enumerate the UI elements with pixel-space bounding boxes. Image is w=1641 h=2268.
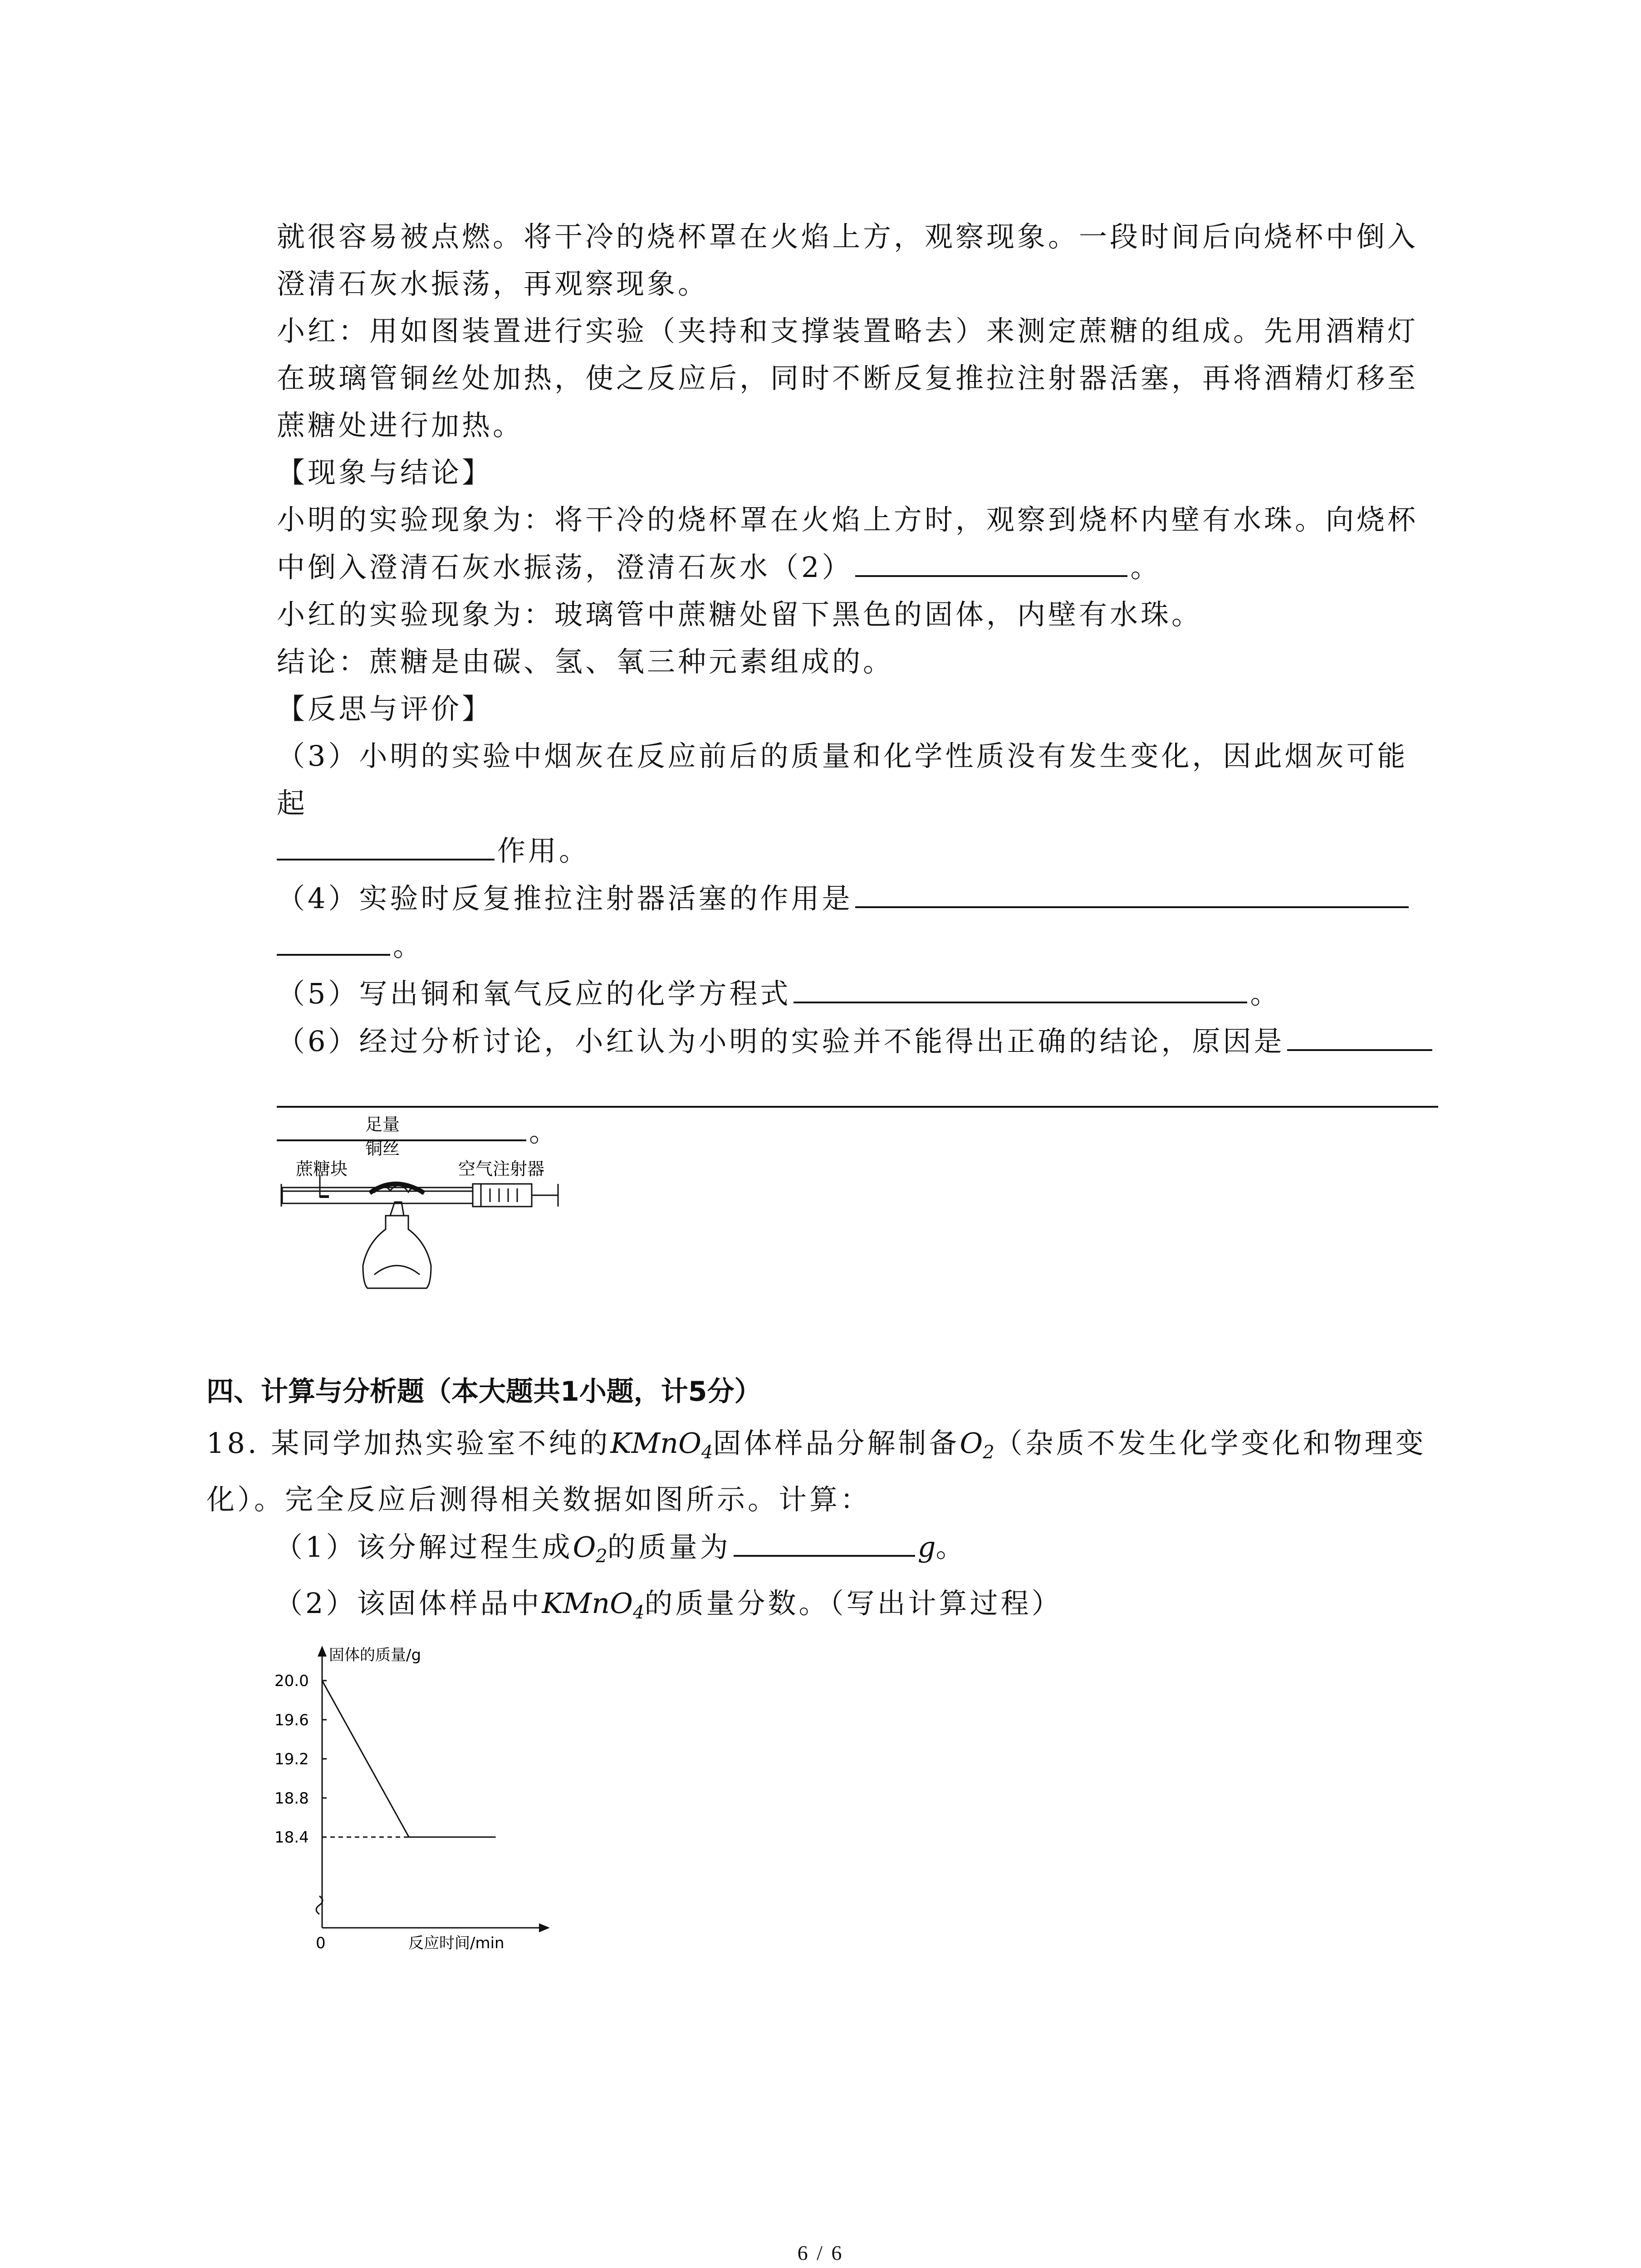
section-4-title: 四、计算与分析题（本大题共1小题，计5分） [206, 1376, 762, 1408]
question-5: （5）写出铜和氧气反应的化学方程式 。 [277, 970, 1438, 1017]
question-3: （3）小明的实验中烟灰在反应前后的质量和化学性质没有发生变化，因此烟灰可能起 作用。 [277, 739, 1408, 867]
question-18-part-2: （2）该固体样品中KMnO$_4$的质量分数。（写出计算过程） [274, 1587, 1063, 1623]
y-tick-label: 18.8 [274, 1789, 309, 1808]
question-4: （4）实验时反复推拉注射器活塞的作用是 。 [277, 875, 1438, 970]
answer-blank-4b[interactable] [277, 922, 390, 956]
y-axis-arrow [318, 1646, 327, 1657]
question-18-stem: 18. 某同学加热实验室不纯的KMnO$_4$固体样品分解制备$O_2$（杂质不发生化学变化和物理变化）。完全反应后测得相关数据如图所示。计算： [206, 1427, 1426, 1516]
y-tick-label: 19.6 [274, 1711, 309, 1730]
y-tick-label: 18.4 [274, 1828, 309, 1847]
origin-label: 0 [316, 1934, 326, 1950]
heading-observation: 【现象与结论】 [277, 456, 493, 489]
question-18-part-1: （1）该分解过程生成$O_2$的质量为 g。 [206, 1523, 1440, 1580]
answer-blank-2[interactable] [855, 543, 1127, 577]
page-number: 6 / 6 [797, 2241, 844, 2264]
label-syringe: 空气注射器 [458, 1159, 545, 1179]
answer-blank-5[interactable] [794, 970, 1247, 1003]
label-copper-1: 足量 [365, 1114, 400, 1134]
y-axis-label: 固体的质量/g [329, 1646, 421, 1664]
paragraph-xiaoming-observation: 小明的实验现象为：将干冷的烧杯罩在火焰上方时，观察到烧杯内壁有水珠。向烧杯中倒入澄清石灰水振荡，澄清石灰水（2） 。 [277, 503, 1419, 584]
label-copper-2: 铜丝 [365, 1139, 400, 1158]
apparatus-diagram [277, 1107, 576, 1334]
answer-blank-6b[interactable] [277, 1070, 1438, 1108]
answer-blank-18-1[interactable] [734, 1523, 915, 1557]
y-tick-label: 19.2 [274, 1750, 309, 1769]
question-18 [206, 1420, 1440, 1636]
answer-blank-6a[interactable] [1287, 1017, 1432, 1051]
answer-blank-4a[interactable] [855, 875, 1409, 908]
paragraph-xiaohong-method: 小红：用如图装置进行实验（夹持和支撑装置略去）来测定蔗糖的组成。先用酒精灯在玻璃管铜丝处加热，使之反应后，同时不断反复推拉注射器活塞，再将酒精灯移至蔗糖处进行加热。 [277, 314, 1419, 442]
x-axis-arrow [539, 1923, 550, 1932]
experiment-text [277, 213, 1438, 1155]
mass-time-chart [272, 1642, 581, 1950]
heading-reflection: 【反思与评价】 [277, 692, 493, 725]
paragraph-xiaoming-method: 就很容易被点燃。将干冷的烧杯罩在火焰上方，观察现象。一段时间后向烧杯中倒入澄清石灰水振荡，再观察现象。 [277, 220, 1419, 300]
answer-blank-3[interactable] [277, 827, 495, 860]
paragraph-conclusion: 结论：蔗糖是由碳、氢、氧三种元素组成的。 [277, 645, 894, 678]
mass-series-line [322, 1681, 496, 1837]
x-axis-label: 反应时间/min [408, 1934, 505, 1950]
question-6: （6）经过分析讨论，小红认为小明的实验并不能得出正确的结论，原因是 。 [277, 1017, 1438, 1155]
y-tick-label: 20.0 [274, 1672, 309, 1690]
label-sugar: 蔗糖块 [296, 1159, 348, 1179]
paragraph-xiaohong-observation: 小红的实验现象为：玻璃管中蔗糖处留下黑色的固体，内壁有水珠。 [277, 598, 1203, 631]
